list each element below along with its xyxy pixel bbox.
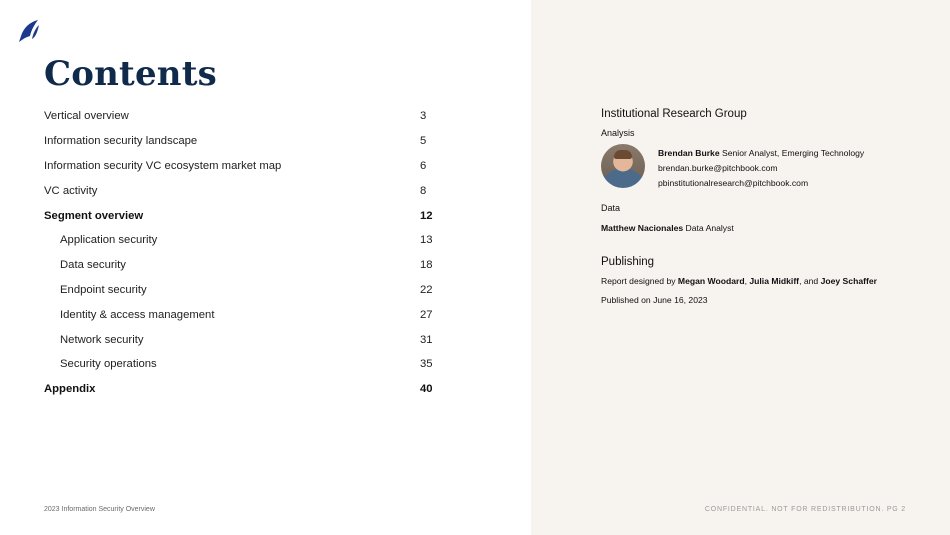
- team-email[interactable]: pbinstitutionalresearch@pitchbook.com: [658, 178, 809, 188]
- toc-label: Appendix: [44, 383, 96, 396]
- toc-row[interactable]: [44, 154, 444, 179]
- toc-label: Vertical overview: [44, 110, 129, 123]
- toc-page-number: 22: [420, 283, 433, 296]
- toc-row[interactable]: [44, 327, 444, 352]
- toc-label: Endpoint security: [60, 283, 147, 296]
- toc-row[interactable]: [44, 302, 444, 327]
- published-date: Published on June 16, 2023: [601, 295, 708, 305]
- data-section: [601, 203, 921, 238]
- toc-row[interactable]: [44, 377, 444, 402]
- toc-label: Information security landscape: [44, 135, 198, 148]
- toc-label: Security operations: [60, 358, 157, 371]
- toc-row[interactable]: [44, 352, 444, 377]
- toc-row[interactable]: [44, 178, 444, 203]
- toc-label: Application security: [60, 234, 158, 247]
- avatar: [601, 144, 645, 188]
- toc-page-number: 6: [420, 159, 427, 172]
- designed-prefix: Report designed by: [601, 276, 676, 286]
- toc-page-number: 40: [420, 383, 433, 396]
- footer-confidential: CONFIDENTIAL. NOT FOR REDISTRIBUTION. PG 2: [704, 506, 906, 513]
- footer-report-title: 2023 Information Security Overview: [44, 506, 155, 513]
- toc-page-number: 3: [420, 110, 427, 123]
- toc-label: Data security: [60, 259, 126, 272]
- toc-page-number: 8: [420, 184, 427, 197]
- toc-label: Identity & access management: [60, 308, 215, 321]
- toc-page-number: 12: [420, 209, 433, 222]
- analyst-name: Brendan Burke: [658, 148, 720, 158]
- credits-section: [601, 108, 921, 310]
- pitchbook-sail-logo-icon: [18, 19, 40, 43]
- publishing-title: Publishing: [601, 256, 655, 268]
- toc-label: Segment overview: [44, 209, 144, 222]
- toc-page-number: 18: [420, 259, 433, 272]
- toc-row[interactable]: [44, 228, 444, 253]
- data-label: Data: [601, 203, 621, 213]
- group-title: Institutional Research Group: [601, 108, 747, 120]
- analyst-email[interactable]: brendan.burke@pitchbook.com: [658, 163, 778, 173]
- analyst-card: [601, 146, 921, 191]
- designer-name: Megan Woodard: [677, 276, 745, 286]
- toc-label: Information security VC ecosystem market map: [44, 159, 282, 172]
- toc-row[interactable]: [44, 278, 444, 303]
- analyst-role: Senior Analyst, Emerging Technology: [722, 148, 865, 158]
- data-analyst-name: Matthew Nacionales: [601, 223, 684, 233]
- data-analyst-role: Data Analyst: [685, 223, 734, 233]
- toc-label: VC activity: [44, 184, 98, 197]
- designer-name: Julia Midkiff: [749, 276, 800, 286]
- toc-row[interactable]: [44, 253, 444, 278]
- table-of-contents: [44, 104, 444, 402]
- publishing-section: [601, 256, 921, 310]
- toc-page-number: 27: [420, 308, 433, 321]
- designer-name: Joey Schaffer: [820, 276, 877, 286]
- page-title: Contents: [44, 54, 217, 94]
- designer-separator: , and: [799, 276, 819, 286]
- toc-page-number: 13: [420, 234, 433, 247]
- toc-page-number: 35: [420, 358, 433, 371]
- toc-page-number: 31: [420, 333, 433, 346]
- designed-by-line: Report designed by Megan Woodard, Julia Midkiff, and Joey Schaffer: [601, 276, 877, 286]
- toc-label: Network security: [60, 333, 144, 346]
- toc-row[interactable]: [44, 129, 444, 154]
- toc-row[interactable]: [44, 104, 444, 129]
- analysis-label: Analysis: [601, 128, 635, 138]
- toc-page-number: 5: [420, 135, 427, 148]
- toc-row[interactable]: [44, 203, 444, 228]
